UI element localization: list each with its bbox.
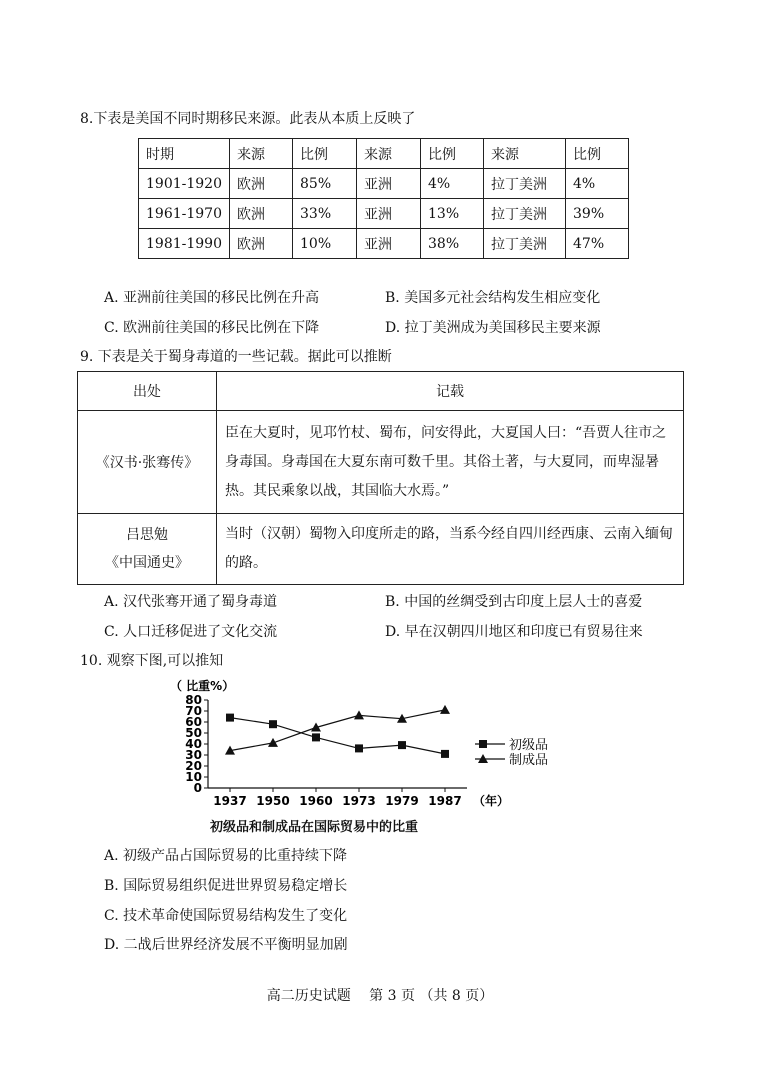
q8-stem: 8.下表是美国不同时期移民来源。此表从本质上反映了: [80, 111, 416, 127]
x-tick-label: 1937: [213, 794, 247, 808]
trade-share-line-chart: [150, 676, 570, 836]
q8-option-b[interactable]: B. 美国多元社会结构发生相应变化: [385, 290, 601, 306]
q9-option-d[interactable]: D. 早在汉朝四川地区和印度已有贸易往来: [385, 624, 643, 640]
x-tick-label: 1960: [299, 794, 333, 808]
legend-label: 初级品: [509, 738, 549, 753]
data-point-triangle: [440, 705, 450, 714]
q10-stem: 10. 观察下图,可以推知: [80, 653, 224, 669]
x-axis-label: （年）: [473, 794, 510, 808]
record-text: 臣在大夏时，见邛竹杖、蜀布，问安得此，大夏国人曰：“吾贾人往市之身毒国。身毒国在大夏东南可数千里。其俗土著，与大夏同，而卑湿暑热。其民乘象以战，其国临大水焉。”: [217, 411, 684, 514]
table-row: [139, 229, 629, 259]
y-tick-label: 0: [193, 781, 202, 795]
table-cell: 47%: [566, 229, 629, 259]
table-header-cell: 来源: [484, 139, 566, 169]
chart-y-axis-label: （ 比重%）: [170, 679, 235, 693]
table-row: [78, 411, 684, 514]
table-cell: 亚洲: [357, 229, 421, 259]
x-tick-label: 1987: [428, 794, 462, 808]
y-tick-label: 20: [185, 759, 202, 773]
table-cell: 4%: [421, 169, 484, 199]
q8-immigration-table: [138, 138, 629, 259]
table-cell: 1961-1970: [139, 199, 230, 229]
data-point-square: [269, 720, 277, 728]
legend-marker-square: [479, 740, 487, 748]
series-line-triangle: [230, 710, 445, 751]
q10-option-b[interactable]: B. 国际贸易组织促进世界贸易稳定增长: [104, 878, 348, 894]
table-header-record: 记载: [217, 372, 684, 411]
table-header-row: [78, 372, 684, 411]
q8-option-a[interactable]: A. 亚洲前往美国的移民比例在升高: [104, 290, 320, 306]
x-tick-label: 1979: [385, 794, 419, 808]
table-row: [139, 169, 629, 199]
table-cell: 欧洲: [230, 229, 293, 259]
y-tick-label: 50: [185, 726, 202, 740]
q9-option-c[interactable]: C. 人口迁移促进了文化交流: [104, 624, 278, 640]
record-source: 《汉书·张骞传》: [78, 411, 217, 514]
q10-option-d[interactable]: D. 二战后世界经济发展不平衡明显加剧: [104, 937, 348, 953]
table-row: [78, 514, 684, 585]
table-cell: 1981-1990: [139, 229, 230, 259]
table-cell: 亚洲: [357, 199, 421, 229]
q9-option-b[interactable]: B. 中国的丝绸受到古印度上层人士的喜爱: [385, 594, 643, 610]
y-tick-label: 10: [185, 770, 202, 784]
table-cell: 欧洲: [230, 169, 293, 199]
q8-option-c[interactable]: C. 欧洲前往美国的移民比例在下降: [104, 320, 320, 336]
table-header-cell: 比例: [421, 139, 484, 169]
y-tick-label: 70: [185, 704, 202, 718]
table-cell: 38%: [421, 229, 484, 259]
table-cell: 亚洲: [357, 169, 421, 199]
legend-label: 制成品: [509, 753, 549, 768]
q10-option-a[interactable]: A. 初级产品占国际贸易的比重持续下降: [104, 848, 348, 864]
data-point-square: [398, 741, 406, 749]
table-header-cell: 来源: [357, 139, 421, 169]
y-tick-label: 40: [185, 737, 202, 751]
table-row: [139, 199, 629, 229]
table-header-cell: 比例: [293, 139, 357, 169]
data-point-square: [355, 744, 363, 752]
table-cell: 拉丁美洲: [484, 169, 566, 199]
table-header-cell: 比例: [566, 139, 629, 169]
q10-option-c[interactable]: C. 技术革命使国际贸易结构发生了变化: [104, 908, 348, 924]
table-cell: 4%: [566, 169, 629, 199]
table-header-source: 出处: [78, 372, 217, 411]
chart-title: 初级品和制成品在国际贸易中的比重: [210, 820, 419, 835]
table-header-cell: 时期: [139, 139, 230, 169]
table-cell: 10%: [293, 229, 357, 259]
table-cell: 拉丁美洲: [484, 199, 566, 229]
data-point-triangle: [268, 738, 278, 747]
series-line-square: [230, 718, 445, 754]
record-source-author: 吕思勉: [126, 527, 168, 543]
table-cell: 1901-1920: [139, 169, 230, 199]
table-cell: 欧洲: [230, 199, 293, 229]
record-source: [78, 514, 217, 585]
y-tick-label: 60: [185, 715, 202, 729]
table-cell: 拉丁美洲: [484, 229, 566, 259]
data-point-square: [441, 750, 449, 758]
q9-stem: 9. 下表是关于蜀身毒道的一些记载。据此可以推断: [80, 349, 392, 365]
x-tick-label: 1950: [256, 794, 290, 808]
q9-option-a[interactable]: A. 汉代张骞开通了蜀身毒道: [104, 594, 278, 610]
q9-records-table: [77, 371, 684, 585]
record-text: 当时（汉朝）蜀物入印度所走的路，当系今经自四川经西康、云南入缅甸的路。: [217, 514, 684, 585]
record-source-book: 《中国通史》: [105, 555, 189, 571]
table-cell: 39%: [566, 199, 629, 229]
table-header-cell: 来源: [230, 139, 293, 169]
data-point-triangle: [354, 710, 364, 719]
table-cell: 33%: [293, 199, 357, 229]
data-point-square: [312, 733, 320, 741]
page-footer: 高二历史试题 第 3 页 （共 8 页）: [266, 988, 494, 1004]
x-tick-label: 1973: [342, 794, 376, 808]
table-cell: 13%: [421, 199, 484, 229]
q8-option-d[interactable]: D. 拉丁美洲成为美国移民主要来源: [385, 320, 601, 336]
table-header-row: [139, 139, 629, 169]
y-tick-label: 30: [185, 748, 202, 762]
y-tick-label: 80: [185, 693, 202, 707]
data-point-square: [226, 714, 234, 722]
table-cell: 85%: [293, 169, 357, 199]
